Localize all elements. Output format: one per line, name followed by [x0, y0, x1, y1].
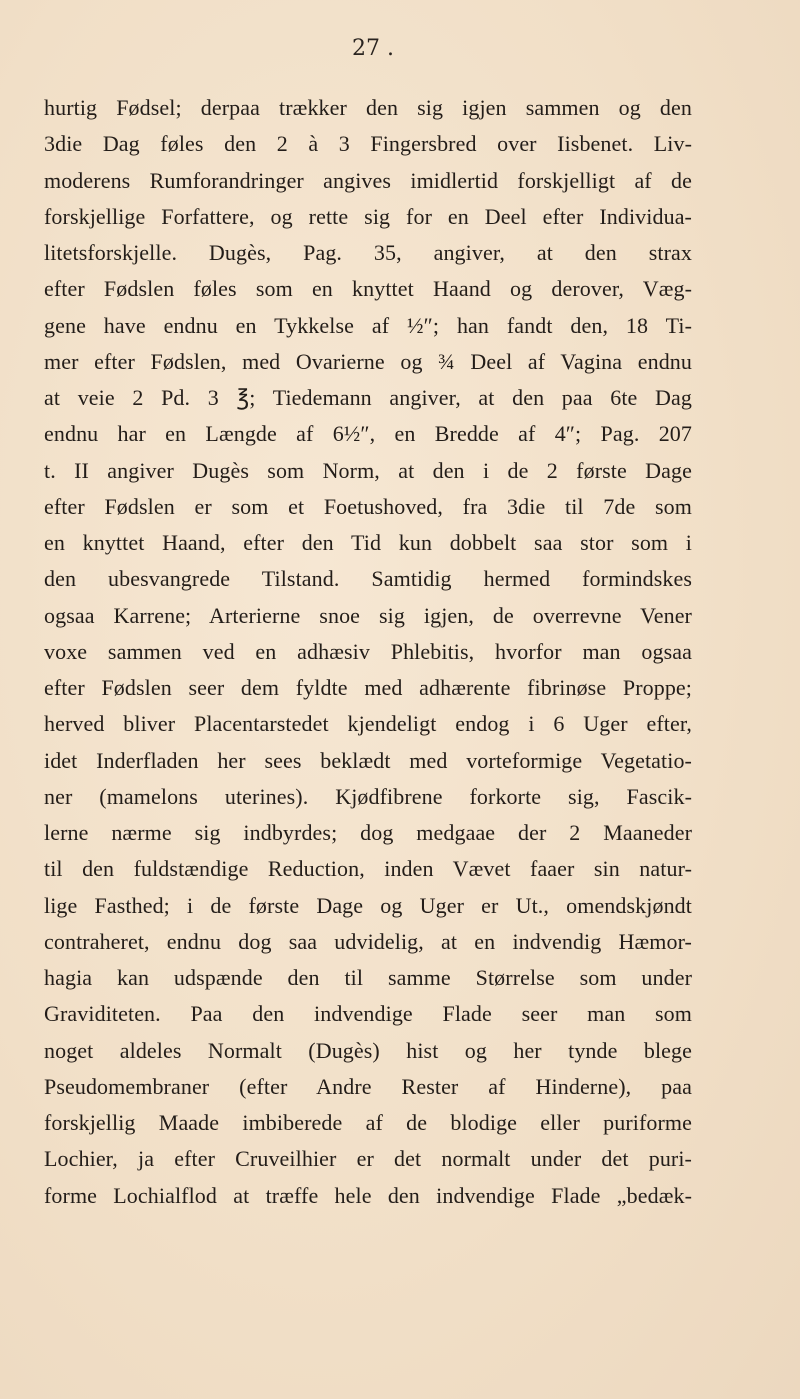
- text-line: moderens Rumforandringer angives imidlertid forskjelligt af de: [44, 167, 692, 193]
- text-line: ner (mamelons uterines). Kjødfibrene forkorte sig, Fascik-: [44, 783, 692, 809]
- text-line: hagia kan udspænde den til samme Størrelse som under: [44, 965, 692, 990]
- text-line: litetsforskjelle. Dugès, Pag. 35, angiver, at den strax: [44, 240, 692, 265]
- text-line: en knyttet Haand, efter den Tid kun dobbelt saa stor som i: [44, 530, 692, 555]
- body-text: [44, 95, 692, 1219]
- text-line: idet Inderfladen her sees beklædt med vorteformige Vegetatio-: [44, 747, 692, 773]
- text-line: noget aldeles Normalt (Dugès) hist og her tynde blege: [44, 1037, 692, 1063]
- text-line: efter Fødslen føles som en knyttet Haand og derover, Væg-: [44, 276, 692, 302]
- text-line: Lochier, ja efter Cruveilhier er det normalt under det puri-: [44, 1146, 692, 1172]
- text-line: endnu har en Længde af 6½″, en Bredde af 4″; Pag. 207: [44, 421, 692, 447]
- text-line: gene have endnu en Tykkelse af ½″; han fandt den, 18 Ti-: [44, 312, 692, 338]
- text-line: mer efter Fødslen, med Ovarierne og ¾ Deel af Vagina endnu: [44, 348, 692, 374]
- text-line: Pseudomembraner (efter Andre Rester af Hinderne), paa: [44, 1073, 692, 1099]
- text-line: lerne nærme sig indbyrdes; dog medgaae der 2 Maaneder: [44, 820, 692, 845]
- text-line: voxe sammen ved en adhæsiv Phlebitis, hvorfor man ogsaa: [44, 638, 692, 664]
- text-line: at veie 2 Pd. 3 ℥; Tiedemann angiver, at den paa 6te Dag: [44, 385, 692, 410]
- text-line: til den fuldstændige Reduction, inden Vævet faaer sin natur-: [44, 856, 692, 882]
- text-line: contraheret, endnu dog saa udvidelig, at en indvendig Hæmor-: [44, 928, 692, 954]
- text-line: efter Fødslen seer dem fyldte med adhærente fibrinøse Proppe;: [44, 675, 692, 700]
- text-line: forme Lochialflod at træffe hele den indvendige Flade „bedæk-: [44, 1182, 692, 1208]
- text-line: herved bliver Placentarstedet kjendeligt endog i 6 Uger efter,: [44, 711, 692, 737]
- text-line: t. II angiver Dugès som Norm, at den i de 2 første Dage: [44, 457, 692, 483]
- page-number: 27 .: [352, 36, 394, 61]
- text-line: efter Fødslen er som et Foetushoved, fra 3die til 7de som: [44, 493, 692, 519]
- text-line: forskjellig Maade imbiberede af de blodige eller puriforme: [44, 1110, 692, 1135]
- text-line: forskjellige Forfattere, og rette sig for en Deel efter Individua-: [44, 203, 692, 229]
- text-line: 3die Dag føles den 2 à 3 Fingersbred over Iisbenet. Liv-: [44, 131, 692, 157]
- text-line: hurtig Fødsel; derpaa trækker den sig igjen sammen og den: [44, 95, 692, 120]
- text-line: ogsaa Karrene; Arterierne snoe sig igjen, de overrevne Vener: [44, 602, 692, 628]
- text-line: den ubesvangrede Tilstand. Samtidig hermed formindskes: [44, 566, 692, 592]
- text-line: lige Fasthed; i de første Dage og Uger er Ut., omendskjøndt: [44, 892, 692, 918]
- text-line: Graviditeten. Paa den indvendige Flade seer man som: [44, 1001, 692, 1027]
